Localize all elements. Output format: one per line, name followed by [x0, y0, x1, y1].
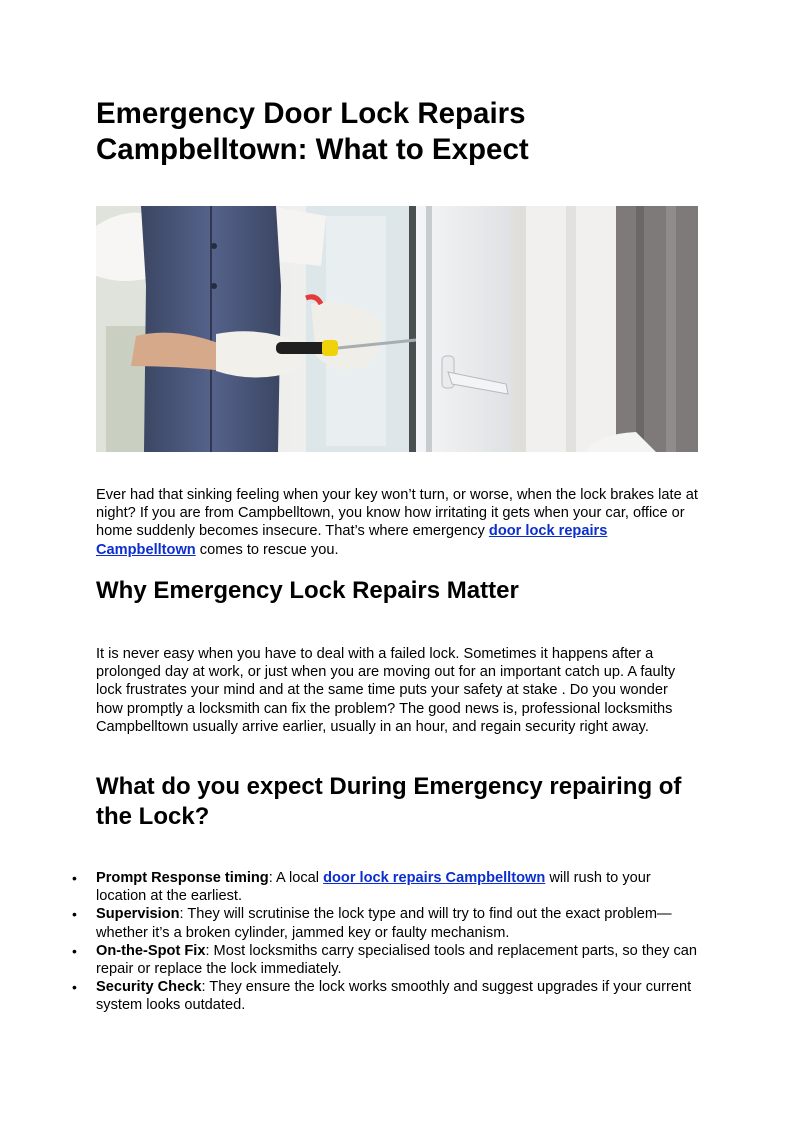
list-item-term: On-the-Spot Fix — [96, 942, 206, 959]
expectations-list — [72, 869, 698, 1015]
list-item-text-end: will rush to your location at the earliest. — [96, 870, 651, 905]
section-heading-expect: What do you expect During Emergency repairing of the Lock? — [96, 773, 682, 830]
intro-text-end: comes to rescue you. — [195, 541, 339, 558]
bullet-point: • — [72, 906, 77, 923]
list-item — [72, 978, 698, 1014]
list-item — [72, 905, 698, 941]
list-item — [72, 942, 698, 978]
bullet-point: • — [72, 979, 77, 996]
section-heading-why: Why Emergency Lock Repairs Matter — [96, 577, 519, 604]
list-item — [72, 869, 698, 905]
intro-paragraph — [96, 486, 698, 559]
list-link-door-lock-repairs[interactable]: door lock repairs Campbelltown — [323, 870, 546, 886]
intro-text: Ever had that sinking feeling when your key won’t turn, or worse, when the lock brakes late at night? If you are from Campbelltown, you know how irritating it gets when your car, office or home suddenly becomes insecure. That’s where emergency — [96, 487, 698, 540]
section-why-body: It is never easy when you have to deal with a failed lock. Sometimes it happens after a prolonged day at work, or just when you are moving out for an important catch up. A faulty lock frustrates your mind and at the same time puts your safety at stake . Do you wonder how promptly a locksmith can fix the problem? The good news is, professional locksmiths Campbelltown usually arrive earlier, usually in an hour, and regain security right away. — [96, 646, 676, 735]
bullet-point: • — [72, 942, 77, 959]
intro-link-door-lock-repairs[interactable]: door lock repairs Campbelltown — [96, 523, 608, 558]
list-item-text: : They ensure the lock works smoothly and suggest upgrades if your current system looks outdated. — [96, 979, 692, 1014]
page-title: Emergency Door Lock Repairs Campbelltown: What to Expect — [96, 97, 529, 166]
bullet-point: • — [72, 870, 77, 886]
hero-photo — [96, 206, 698, 452]
list-item-term: Prompt Response timing — [96, 870, 269, 886]
list-item-term: Supervision — [96, 906, 180, 923]
list-item-text: : A local — [268, 870, 324, 886]
list-item-text: : They will scrutinise the lock type and will try to find out the exact problem—whether it’s a broken cylinder, jammed key or faulty mechanism. — [96, 906, 672, 941]
list-item-term: Security Check — [96, 979, 202, 996]
list-item-text: : Most locksmiths carry specialised tools and replacement parts, so they can repair or replace the lock immediately. — [96, 942, 697, 978]
